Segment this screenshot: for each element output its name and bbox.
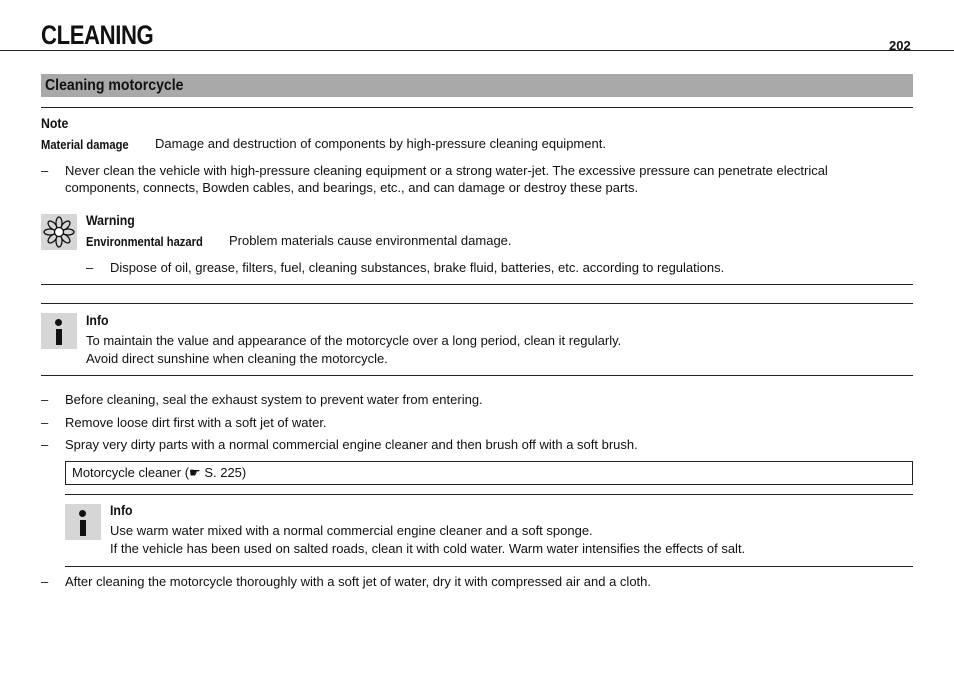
info-icon: [41, 313, 77, 349]
warning-flower-icon: [41, 214, 77, 250]
page-number: 202: [889, 38, 911, 53]
warning-bullet: Dispose of oil, grease, filters, fuel, cleaning substances, brake fluid, batteries, etc. according to regulations.: [110, 260, 725, 275]
step-item: Remove loose dirt first with a soft jet of water.: [65, 415, 327, 430]
note-description: Damage and destruction of components by high-pressure cleaning equipment.: [155, 136, 606, 151]
note-bullet-dash: –: [41, 163, 49, 178]
warning-rule: [41, 284, 913, 285]
warning-heading: Warning: [86, 212, 135, 228]
note-term: Material damage: [41, 137, 129, 152]
info1-bottom-rule: [41, 375, 913, 376]
step-dash: –: [41, 437, 49, 452]
info2-line1: Use warm water mixed with a normal commercial engine cleaner and a soft sponge.: [110, 523, 593, 538]
page-title: CLEANING: [41, 20, 154, 50]
section-rule: [41, 107, 913, 108]
info2-heading: Info: [110, 502, 133, 518]
step-item: Before cleaning, seal the exhaust system to prevent water from entering.: [65, 392, 483, 407]
warning-bullet-dash: –: [86, 260, 94, 275]
info1-heading: Info: [86, 312, 109, 328]
reference-text-before: Motorcycle cleaner (: [72, 465, 190, 480]
info2-line2: If the vehicle has been used on salted roads, clean it with cold water. Warm water intensifies the effects of salt.: [110, 541, 746, 556]
note-bullet-line2: components, connects, Bowden cables, and bearings, etc., and can damage or destroy these parts.: [65, 180, 639, 195]
step-dash: –: [41, 415, 49, 430]
section-title: Cleaning motorcycle: [45, 77, 184, 94]
reference-box: [65, 461, 913, 485]
step-item: Spray very dirty parts with a normal commercial engine cleaner and then brush off with a soft brush.: [65, 437, 638, 452]
info2-bottom-rule: [65, 566, 913, 567]
info-icon: [65, 504, 101, 540]
info2-top-rule: [65, 494, 913, 495]
note-heading: Note: [41, 115, 69, 131]
warning-description: Problem materials cause environmental damage.: [229, 233, 512, 248]
info1-top-rule: [41, 303, 913, 304]
final-step-dash: –: [41, 574, 49, 589]
warning-term: Environmental hazard: [86, 234, 203, 249]
step-dash: –: [41, 392, 49, 407]
note-bullet-line1: Never clean the vehicle with high-pressure cleaning equipment or a strong water-jet. The excessive pressure can penetrate electrical: [65, 163, 828, 178]
info1-line2: Avoid direct sunshine when cleaning the motorcycle.: [86, 351, 388, 366]
pointing-hand-icon: ☛: [189, 465, 201, 480]
final-step: After cleaning the motorcycle thoroughly with a soft jet of water, dry it with compressed air and a cloth.: [65, 574, 652, 589]
info1-line1: To maintain the value and appearance of the motorcycle over a long period, clean it regularly.: [86, 333, 622, 348]
reference-text-after: S. 225): [200, 465, 247, 480]
header-rule: [0, 50, 954, 51]
reference-text[interactable]: [72, 464, 246, 481]
